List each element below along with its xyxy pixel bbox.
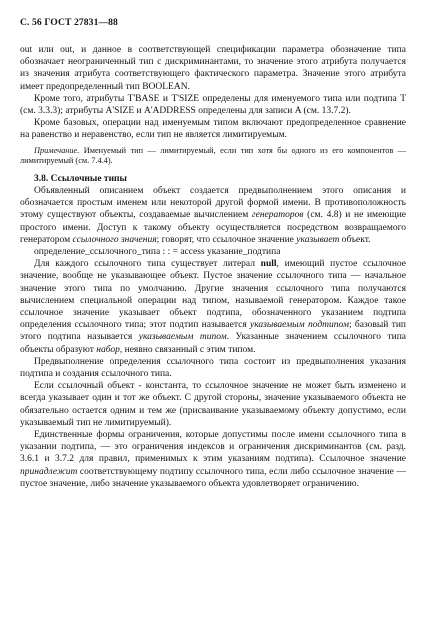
term-designated-type: указываемым типом — [138, 332, 227, 343]
text-run: объект. — [339, 234, 371, 245]
term-generators: генераторов — [251, 210, 304, 221]
keyword-null: null — [260, 259, 277, 270]
paragraph-declared-objects — [20, 185, 406, 246]
paragraph-record-operations: Кроме базовых, операции над именуемым типом включают предопределенное сравнение на равенство и неравенство, если тип не является лимитируемым. — [20, 118, 406, 141]
paragraph-constraints — [20, 429, 406, 490]
paragraph-out-attribute: out или out, и данное в соответствующей спецификации параметра обозначение типа обозначает неограниченный тип с дискриминантами, то значение этого атрибута получается из значения атрибута соответствующего фактического параметра. Значение этого атрибута имеет предопределенный тип BOOLEAN. — [20, 45, 406, 92]
text-run: Для каждого ссылочного типа существует литерал — [34, 259, 261, 270]
text-run: ; говорят, что ссылочное значение — [156, 234, 297, 245]
page-header: С. 56 ГОСТ 27831—88 — [20, 17, 118, 28]
paragraph-constant-access: Если ссылочный объект - константа, то ссылочное значение не может быть изменено и всегда указывает один и тот же объект. С другой стороны, значение указываемого объекта не обязательно остается одним и тем же (присваивание указываемому объекту допустимо, если указываемый тип не лимитируемый). — [20, 381, 406, 428]
text-run: ; базовый тип этого подтипа называется — [20, 320, 406, 343]
paragraph-elaboration: Предвыполнение определения ссылочного типа состоит из предвыполнения указания подтипа и создания ссылочного типа. — [20, 356, 406, 380]
text-run: Объявленный описанием объект создается предвыполнением этого описания и обозначается простым именем или некоторой другой формой имени. В противоположность этому существуют объекты, создаваемые вычислением — [20, 186, 406, 221]
term-access-value: ссылочного значения — [72, 234, 157, 245]
text-run: Единственные формы ограничения, которые допустимы после имени ссылочного типа в указании подтипа, — это ограничения индексов и ограничения дискриминантов (см. разд. 3.6.1 и 3.7.2 для правил, применимых к этим указаниям подтипа). Ссылочное значение — [20, 430, 406, 465]
note — [20, 146, 406, 167]
paragraph-null-literal — [20, 258, 406, 356]
text-run: , имеющий пустое ссылочное значение, вообще не указывающее объект. Пустое значение ссылочного типа — начальное значение этого типа по умолчанию. Другие значения ссылочного типа получаются вычислением специальной операции над типом, называемой генератором. Каждое такое ссылочное значение указывает объект подтипа, обозначенного указанием подтипа определения ссылочного типа; этот подтип называется — [20, 259, 406, 331]
text-run: . Указанные значением ссылочного типа объекты образуют — [20, 332, 407, 355]
document-body — [20, 44, 406, 490]
section-heading: 3.8. Ссылочные типы — [34, 173, 127, 184]
term-designated-subtype: указываемым подтипом — [250, 320, 349, 331]
syntax-rule: определение_ссылочного_типа : : = access указание_подтипа — [34, 247, 281, 258]
text-run: , неявно связанный с этим типом. — [119, 344, 256, 355]
term-points: указывает — [296, 234, 340, 245]
paragraph-base-size-attributes: Кроме того, атрибуты T'BASE и T'SIZE определены для именуемого типа или подтипа T (см. 3.3.3); атрибуты A'SIZE и A'ADDRESS определены для записи A (см. 13.7.2). — [20, 93, 406, 117]
term-belongs: принадлежит — [20, 466, 78, 477]
text-run: (см. 4.8) и не имеющие простого имени. Доступ к такому объекту осуществляется посредством возвращаемого генератором — [20, 210, 406, 245]
note-label: Примечание. — [34, 145, 80, 155]
term-collection: набор — [96, 344, 120, 355]
text-run: соответствующему подтипу ссылочного типа, если либо ссылочное значение — пустое значение, либо значение указываемого объекта удовлетворяет ограничению. — [20, 466, 406, 489]
note-text: Именуемый тип — лимитируемый, если тип хотя бы одного из его компонентов — лимитируемый (см. 7.4.4). — [20, 145, 406, 166]
